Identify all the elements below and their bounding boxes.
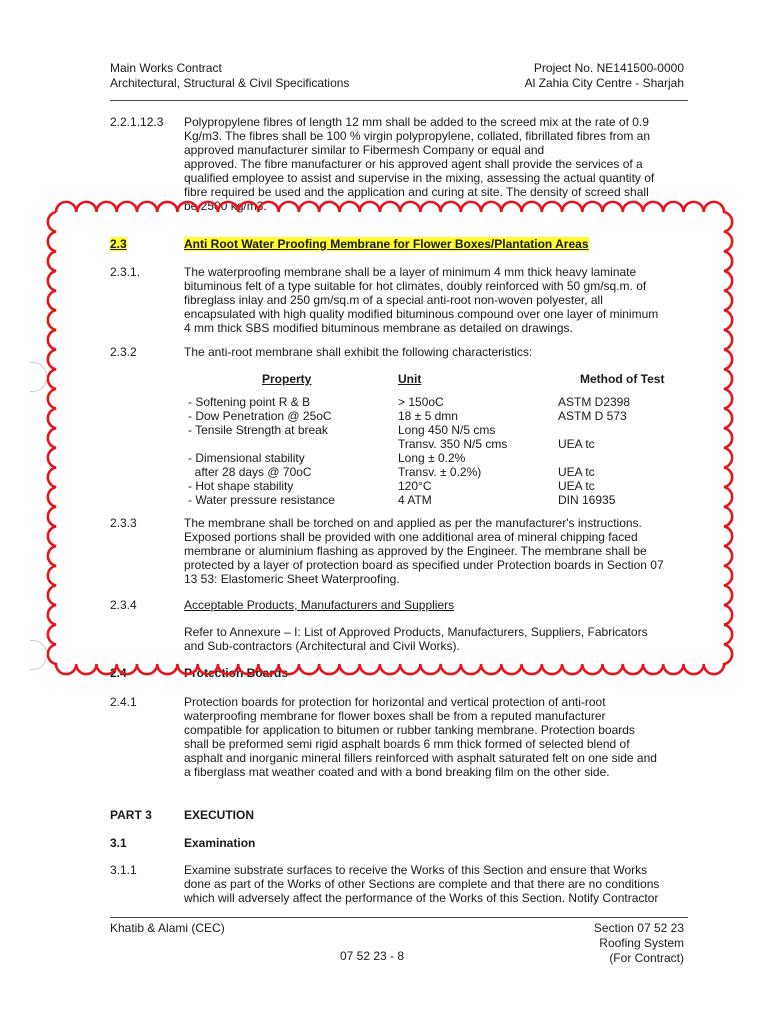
column-header-method: Method of Test xyxy=(580,372,665,386)
unit-cell: > 150oC xyxy=(398,395,444,409)
text-line: Examine substrate surfaces to receive the Works of this Section and ensure that Works xyxy=(184,863,648,877)
text-line: membrane or aluminium flashing as approved by the Engineer. The membrane shall be xyxy=(184,544,647,558)
unit-cell: Long ± 0.2% xyxy=(398,451,466,465)
text-line: and Sub-contractors (Architectural and Civil Works). xyxy=(184,639,460,653)
text-line: protected by a layer of protection board as specified under Protection boards in Section 07 xyxy=(184,558,664,572)
method-cell: UEA tc xyxy=(558,465,595,479)
clause-2-2-1-12-3-body xyxy=(184,115,688,213)
clause-number: 2.3.1. xyxy=(110,265,141,279)
text-line: The waterproofing membrane shall be a layer of minimum 4 mm thick heavy laminate xyxy=(184,265,637,279)
footer-company: Khatib & Alami (CEC) xyxy=(110,921,225,935)
method-cell: DIN 16935 xyxy=(558,493,616,507)
property-cell: - Tensile Strength at break xyxy=(188,423,328,437)
text-line: 13 53: Elastomeric Sheet Waterproofing. xyxy=(184,572,400,586)
page-number: 07 52 23 - 8 xyxy=(340,949,405,963)
footer-system: Roofing System xyxy=(599,936,684,950)
section-number xyxy=(110,237,127,251)
property-cell: - Softening point R & B xyxy=(188,395,311,409)
text-line: Kg/m3. The fibres shall be 100 % virgin polypropylene, collated, fibrillated fibres from an xyxy=(184,129,651,143)
section-2-4-number: 2.4 xyxy=(110,666,127,680)
clause-2-3-2-intro: The anti-root membrane shall exhibit the following characteristics: xyxy=(184,345,533,359)
binder-hole xyxy=(30,362,47,392)
section-3-1-number: 3.1 xyxy=(110,836,127,850)
text-line: waterproofing membrane for flower boxes shall be from a reputed manufacturer xyxy=(184,709,606,723)
clause-number: 3.1.1 xyxy=(110,863,137,877)
contract-title: Main Works Contract xyxy=(110,61,222,75)
clause-3-1-1-body xyxy=(184,863,688,905)
header-right xyxy=(525,61,684,91)
section-3-1-title: Examination xyxy=(184,836,256,850)
text-line: a fiberglass mat weather coated and with a bond breaking film on the other side. xyxy=(184,765,610,779)
clause-number: 2.3.2 xyxy=(110,345,137,359)
footer-status: (For Contract) xyxy=(609,951,684,965)
unit-cell: 18 ± 5 dmn xyxy=(398,409,458,423)
header-rule xyxy=(110,100,688,101)
header-left xyxy=(110,61,349,91)
text-line: Refer to Annexure – I: List of Approved Products, Manufacturers, Suppliers, Fabricators xyxy=(184,625,648,639)
property-cell: - Water pressure resistance xyxy=(188,493,335,507)
clause-2-3-4-body xyxy=(184,625,688,653)
text-line: fibre required be used and the application and curing at site. The density of screed shall xyxy=(184,185,649,199)
part-number: PART 3 xyxy=(110,808,152,822)
section-2-4-title: Protection Boards xyxy=(184,666,289,680)
clause-number: 2.4.1 xyxy=(110,695,137,709)
text-line: Protection boards for protection for horizontal and vertical protection of anti-root xyxy=(184,695,606,709)
text-line: 4 mm thick SBS modified bituminous membrane as detailed on drawings. xyxy=(184,321,573,335)
unit-cell: 120°C xyxy=(398,479,432,493)
text-line: bituminous felt of a type suitable for hot climates, doubly reinforced with 50 gm/sq.m. of xyxy=(184,279,647,293)
clause-number: 2.3.3 xyxy=(110,516,137,530)
method-cell: UEA tc xyxy=(558,437,595,451)
clause-number: 2.3.4 xyxy=(110,598,137,612)
footer-right xyxy=(594,921,684,966)
method-cell: ASTM D 573 xyxy=(558,409,627,423)
footer-section: Section 07 52 23 xyxy=(593,921,684,935)
unit-cell: Transv. 350 N/5 cms xyxy=(398,437,508,451)
unit-cell: Transv. ± 0.2%) xyxy=(398,465,482,479)
section-2-3-number: 2.3 xyxy=(110,237,127,251)
clause-2-3-1-body xyxy=(184,265,688,335)
spec-title: Architectural, Structural & Civil Specifications xyxy=(110,76,350,90)
project-location: Al Zahia City Centre - Sharjah xyxy=(524,76,684,90)
clause-2-4-1-body xyxy=(184,695,688,779)
part-title: EXECUTION xyxy=(184,808,255,822)
property-cell: - Dimensional stability xyxy=(188,451,305,465)
column-header-unit: Unit xyxy=(398,372,422,386)
text-line: be 2500 kg/m3. xyxy=(184,199,267,213)
method-cell: UEA tc xyxy=(558,479,595,493)
project-number: Project No. NE141500-0000 xyxy=(533,61,684,75)
unit-cell: 4 ATM xyxy=(398,493,432,507)
text-line: qualified employee to assist and supervise in the mixing, assessing the actual quantity of xyxy=(184,171,655,185)
text-line: done as part of the Works of other Sections are complete and that there are no conditions xyxy=(184,877,660,891)
text-line: Polypropylene fibres of length 12 mm shall be added to the screed mix at the rate of 0.9 xyxy=(184,115,649,129)
property-cell: - Dow Penetration @ 25oC xyxy=(188,409,332,423)
text-line: encapsulated with high quality modified bituminous compound over one layer of minimum xyxy=(184,307,659,321)
text-line: which will adversely affect the performance of the Works of this Section. Notify Contractor xyxy=(184,891,659,905)
text-line: approved manufacturer similar to Fibermesh Company or equal and xyxy=(184,143,545,157)
property-cell: after 28 days @ 70oC xyxy=(188,465,312,479)
clause-2-3-3-body xyxy=(184,516,688,586)
text-line: shall be preformed semi rigid asphalt boards 6 mm thick formed of selected blend of xyxy=(184,737,630,751)
text-line: The membrane shall be torched on and applied as per the manufacturer's instructions. xyxy=(184,516,642,530)
clause-2-3-4-title: Acceptable Products, Manufacturers and Suppliers xyxy=(184,598,455,612)
footer-rule xyxy=(110,917,688,918)
text-line: approved. The fibre manufacturer or his approved agent shall provide the services of a xyxy=(184,157,643,171)
clause-number: 2.2.1.12.3 xyxy=(110,115,164,129)
property-cell: - Hot shape stability xyxy=(188,479,294,493)
column-header-property: Property xyxy=(262,372,312,386)
text-line: compatible for application to bitumen or rubber tanking membrane. Protection boards xyxy=(184,723,635,737)
text-line: fibreglass inlay and 250 gm/sq.m of a special anti-root non-woven polyester, all xyxy=(184,293,603,307)
text-line: Exposed portions shall be provided with one additional area of mineral chipping faced xyxy=(184,530,638,544)
unit-cell: Long 450 N/5 cms xyxy=(398,423,496,437)
section-2-3-title: Anti Root Water Proofing Membrane for Flower Boxes/Plantation Areas xyxy=(184,237,589,251)
section-2-3-heading xyxy=(184,237,589,251)
binder-hole xyxy=(30,640,47,670)
method-cell: ASTM D2398 xyxy=(558,395,631,409)
text-line: asphalt and inorganic mineral fillers reinforced with asphalt saturated felt on one side and xyxy=(184,751,657,765)
